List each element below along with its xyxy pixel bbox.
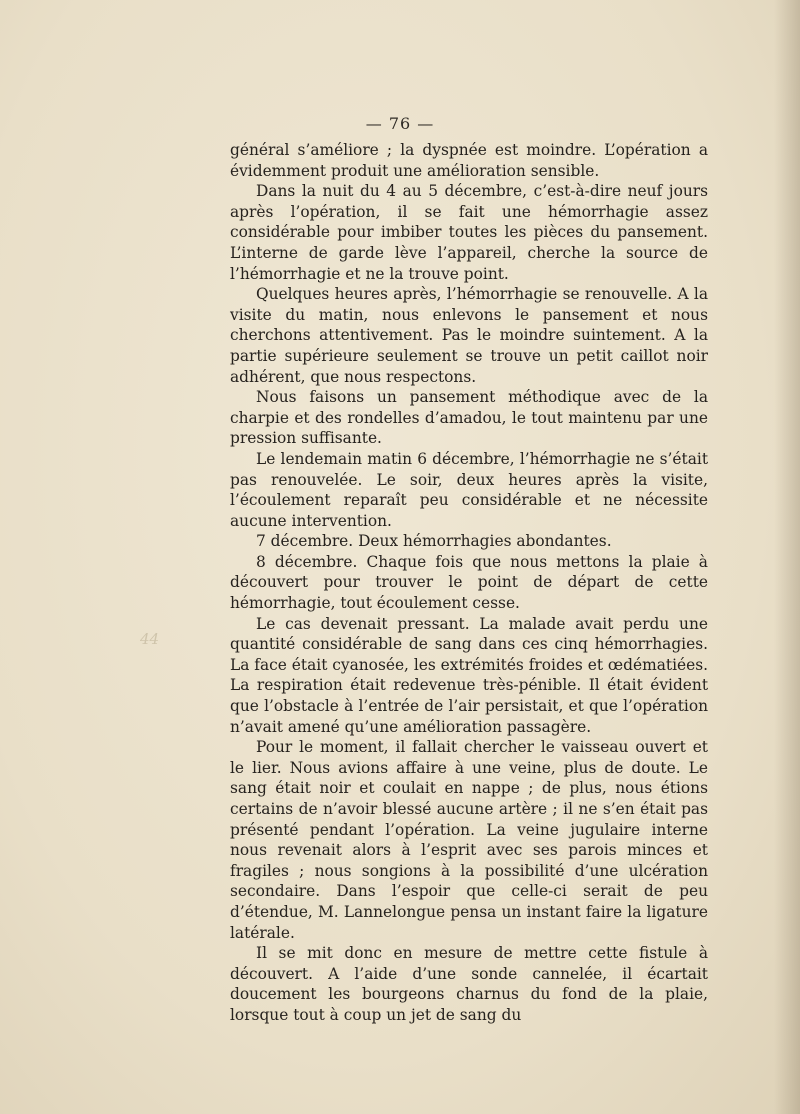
paragraph: 7 décembre. Deux hémorrhagies abondantes.	[256, 532, 612, 551]
paragraph: Le cas devenait pressant. La malade avait perdu une quantité considérable de sang dans ces cinq hémorrhagies. La face était cyanosée, les extrémités froides et œdématiées. La respiration était redevenue très-pénible. Il était évident que l’obstacle à l’entrée de l’air persistait, et que l’opération n’avait amené qu’une amélioration passagère.	[230, 614, 708, 736]
paragraph: Dans la nuit du 4 au 5 décembre, c’est-à-dire neuf jours après l’opération, il se fait une hémorrhagie assez considérable pour imbiber toutes les pièces du pansement. L’interne de garde lève l’appareil, cherche la source de l’hémorrhagie et ne la trouve point.	[230, 182, 708, 283]
body-text	[230, 140, 708, 1026]
paragraph: Pour le moment, il fallait chercher le vaisseau ouvert et le lier. Nous avions affaire à une veine, plus de doute. Le sang était noir et coulait en nappe ; de plus, nous étions certains de n’avoir blessé aucune artère ; il ne s’en était pas présenté pendant l’opération. La veine jugulaire interne nous revenait alors à l’esprit avec ses parois minces et fragiles ; nous songions à la possibilité d’une ulcération secondaire. Dans l’espoir que celle-ci serait de peu d’étendue, M. Lannelongue pensa un instant faire la ligature latérale.	[230, 738, 708, 942]
paragraph-continued: général s’améliore ; la dyspnée est moindre. L’opération a évidemment produit une amélioration sensible.	[230, 141, 708, 180]
margin-pencil-mark: 44	[140, 630, 160, 648]
paragraph: Nous faisons un pansement méthodique avec de la charpie et des rondelles d’amadou, le tout maintenu par une pression suffisante.	[230, 388, 708, 448]
paragraph: Il se mit donc en mesure de mettre cette fistule à découvert. A l’aide d’une sonde cannelée, il écartait doucement les bourgeons charnus du fond de la plaie, lorsque tout à coup un jet de sang du	[230, 944, 708, 1024]
page-edge-shadow	[774, 0, 800, 1114]
paragraph: Le lendemain matin 6 décembre, l’hémorrhagie ne s’était pas renouvelée. Le soir, deux heures après la visite, l’écoulement reparaît peu considérable et ne nécessite aucune intervention.	[230, 449, 708, 530]
paragraph: Quelques heures après, l’hémorrhagie se renouvelle. A la visite du matin, nous enlevons le pansement et nous cherchons attentivement. Pas le moindre suintement. A la partie supérieure seulement se trouve un petit caillot noir adhérent, que nous respectons.	[230, 285, 708, 386]
page-number: — 76 —	[365, 114, 435, 133]
paragraph: 8 décembre. Chaque fois que nous mettons la plaie à découvert pour trouver le point de départ de cette hémorrhagie, tout écoulement cesse.	[230, 552, 708, 613]
